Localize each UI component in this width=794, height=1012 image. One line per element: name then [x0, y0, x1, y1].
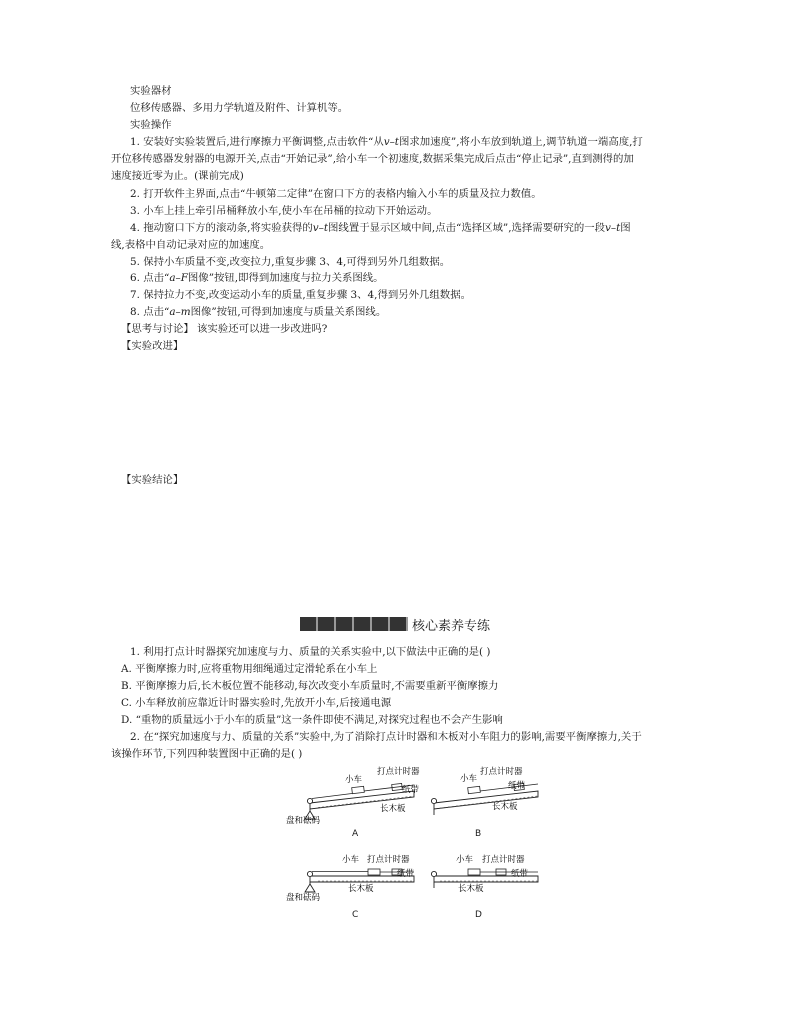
figure-label-timer: 打点计时器	[377, 767, 420, 777]
figure-label-board: 长木板	[458, 884, 484, 894]
figure-label-tape: 纸带	[508, 781, 526, 791]
figure-label-board: 长木板	[348, 884, 374, 894]
figure-label-timer: 打点计时器	[480, 767, 523, 777]
section-title: 核心素养专练	[412, 618, 491, 634]
step-1-text-2: 图求加速度”,将小车放到轨道上,调节轨道一端高度,打	[398, 136, 643, 148]
q2-line2: 该操作环节,下列四种装置图中正确的是( )	[111, 748, 303, 760]
apparatus-figure-b	[426, 765, 576, 827]
step-1-line2: 开位移传感器发射器的电源开关,点击“开始记录”,给小车一个初速度,数据采集完成后点击“停止记录”,直到测得的加	[111, 153, 634, 165]
procedure-heading: 实验操作	[130, 119, 172, 131]
vt-symbol: v–t	[383, 136, 399, 148]
step-2: 2. 打开软件主界面,点击“牛顿第二定律”在窗口下方的表格内输入小车的质量及拉力数值。	[130, 188, 542, 200]
q1-option-d: D. “重物的质量远小于小车的质量”这一条件即使不满足,对探究过程也不会产生影响	[121, 714, 503, 726]
am-symbol: a–m	[169, 306, 191, 318]
vt-symbol: v–t	[605, 222, 621, 234]
equipment-heading: 实验器材	[130, 85, 172, 97]
section-header-bar	[300, 617, 408, 631]
equipment-text: 位移传感器、多用力学轨道及附件、计算机等。	[130, 102, 349, 114]
step-4-text: 4. 拖动窗口下方的滚动条,将实验获得的	[130, 222, 313, 234]
step-6	[130, 271, 384, 285]
q1-option-b: B. 平衡摩擦力后,长木板位置不能移动,每次改变小车质量时,不需要重新平衡摩擦力	[121, 680, 499, 692]
figure-label-weight: 盘和砝码	[286, 816, 321, 826]
step-3: 3. 小车上挂上牵引吊桶释放小车,使小车在吊桶的拉动下开始运动。	[130, 205, 438, 217]
step-6-text: 6. 点击“	[130, 272, 170, 284]
step-4	[130, 221, 631, 235]
step-8-text: 8. 点击“	[130, 306, 170, 318]
figure-label-tape: 纸带	[402, 785, 420, 795]
conclusion-heading: 【实验结论】	[121, 474, 184, 486]
improvement-heading: 【实验改进】	[121, 340, 184, 352]
step-8-text-2: 图像”按钮,可得到加速度与质量关系图线。	[190, 306, 387, 318]
figure-label-board: 长木板	[380, 804, 406, 814]
figure-caption-a: A	[352, 829, 359, 839]
q1-option-c: C. 小车释放前应靠近计时器实验时,先放开小车,后接通电源	[121, 697, 392, 709]
figure-caption-b: B	[475, 829, 482, 839]
discussion-prompt: 【思考与讨论】 该实验还可以进一步改进吗?	[121, 323, 328, 335]
figure-label-timer: 打点计时器	[482, 855, 525, 865]
figure-label-tape: 纸带	[511, 869, 529, 879]
step-8	[130, 305, 386, 319]
step-1-line3: 速度接近零为止。(课前完成)	[111, 170, 244, 182]
step-7: 7. 保持拉力不变,改变运动小车的质量,重复步骤 3、4,得到另外几组数据。	[130, 289, 471, 301]
vt-symbol: v–t	[312, 222, 329, 234]
figure-label-weight: 盘和砝码	[286, 893, 321, 903]
q1-option-a: A. 平衡摩擦力时,应将重物用细绳通过定滑轮系在小车上	[121, 663, 378, 675]
apparatus-figure-d	[426, 850, 576, 912]
figure-caption-d: D	[475, 910, 482, 920]
figure-label-cart: 小车	[460, 774, 478, 784]
section-header	[300, 615, 490, 633]
figure-caption-c: C	[352, 910, 359, 920]
figure-label-board: 长木板	[492, 802, 518, 812]
step-5: 5. 保持小车质量不变,改变拉力,重复步骤 3、4,可得到另外几组数据。	[130, 256, 451, 268]
figure-label-cart: 小车	[456, 855, 474, 865]
figure-label-cart: 小车	[342, 855, 360, 865]
q2-line1: 2. 在“探究加速度与力、质量的关系”实验中,为了消除打点计时器和木板对小车阻力的影响,需要平衡摩擦力,关于	[130, 731, 642, 743]
step-4-line2: 线,表格中自动记录对应的加速度。	[111, 239, 271, 251]
figure-label-tape: 纸带	[397, 869, 415, 879]
apparatus-figure-c	[282, 850, 432, 912]
step-4-text-3: 图	[620, 222, 631, 234]
apparatus-figure-a	[282, 765, 432, 827]
step-4-text-2: 图线置于显示区域中间,点击“选择区域”,选择需要研究的一段	[328, 222, 606, 234]
step-1	[130, 135, 643, 149]
figure-label-timer: 打点计时器	[367, 855, 410, 865]
step-6-text-2: 图像”按钮,即得到加速度与拉力关系图线。	[187, 272, 384, 284]
figure-label-cart: 小车	[345, 775, 363, 785]
aF-symbol: a–F	[169, 272, 188, 284]
step-1-text: 1. 安装好实验装置后,进行摩擦力平衡调整,点击软件“从	[130, 136, 384, 148]
q1-stem: 1. 利用打点计时器探究加速度与力、质量的关系实验中,以下做法中正确的是( )	[130, 646, 491, 658]
